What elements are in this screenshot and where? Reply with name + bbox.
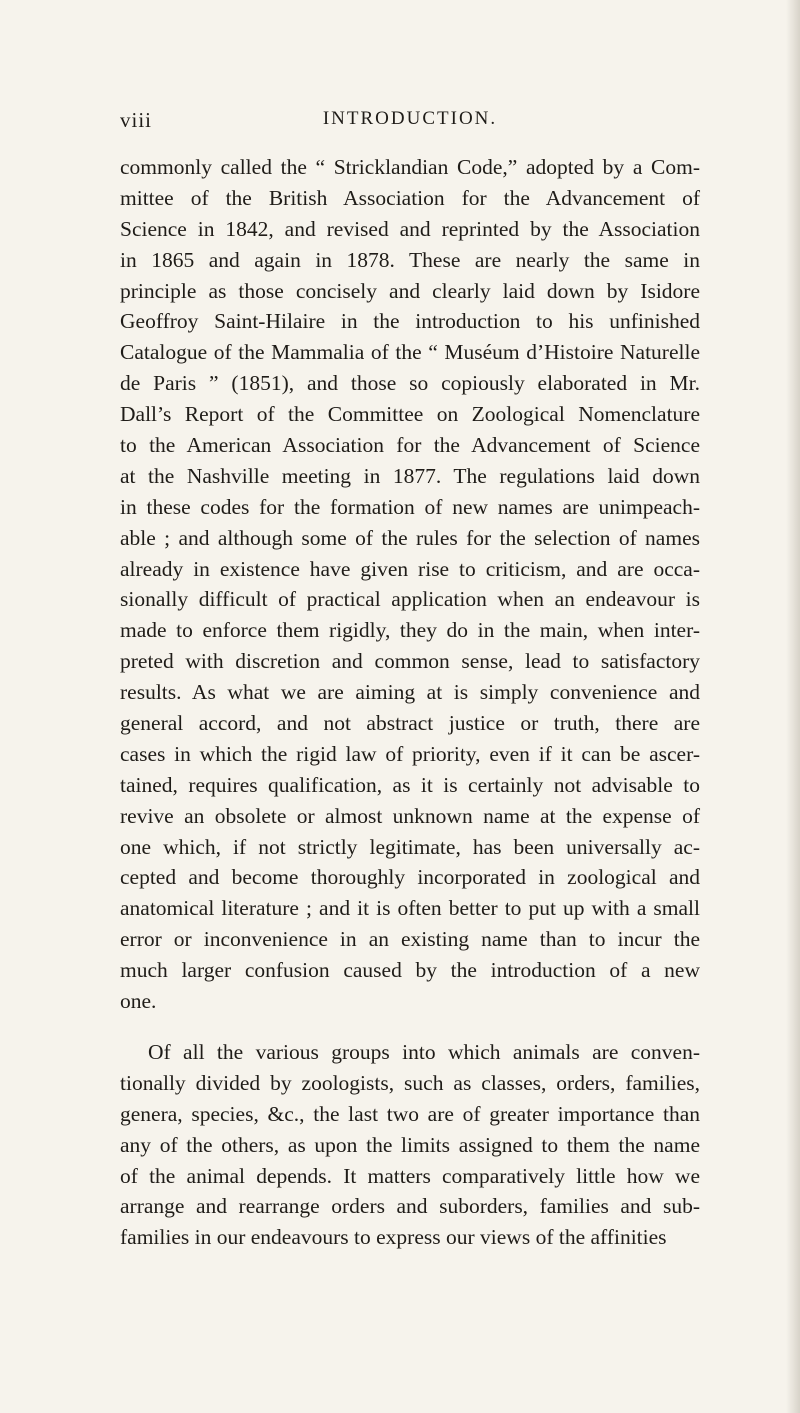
- text-line: revive an obsolete or almost unknown name at the expense of: [120, 803, 700, 828]
- text-line: general accord, and not abstract justice or truth, there are: [120, 711, 700, 736]
- text-line: sionally difficult of practical application when an endeavour is: [120, 587, 700, 612]
- text-line: one.: [120, 989, 157, 1014]
- paragraph-1: [120, 152, 700, 1017]
- text-line: any of the others, as upon the limits assigned to them the name: [120, 1132, 700, 1157]
- text-line: able ; and although some of the rules for the selection of names: [120, 525, 700, 550]
- text-line: Geoffroy Saint-Hilaire in the introduction to his unfinished: [120, 309, 700, 334]
- text-line: one which, if not strictly legitimate, has been universally ac-: [120, 834, 700, 859]
- text-line: cepted and become thoroughly incorporated in zoological and: [120, 865, 700, 890]
- text-line: Catalogue of the Mammalia of the “ Muséum d’Histoire Naturelle: [120, 340, 700, 365]
- text-line: tionally divided by zoologists, such as classes, orders, families,: [120, 1070, 700, 1095]
- text-line: error or inconvenience in an existing name than to incur the: [120, 927, 700, 952]
- text-line: to the American Association for the Advancement of Science: [120, 433, 700, 458]
- text-line: of the animal depends. It matters comparatively little how we: [120, 1163, 700, 1188]
- text-line: much larger confusion caused by the introduction of a new: [120, 958, 700, 983]
- running-head-title: INTRODUCTION.: [322, 108, 498, 129]
- paragraph-2: [120, 1037, 700, 1253]
- text-line: at the Nashville meeting in 1877. The regulations laid down: [120, 463, 700, 488]
- text-line: preted with discretion and common sense, lead to satisfactory: [120, 649, 700, 674]
- page-number: viii: [120, 108, 153, 132]
- text-line: tained, requires qualification, as it is certainly not advisable to: [120, 772, 700, 797]
- text-line: Science in 1842, and revised and reprinted by the Association: [120, 216, 700, 241]
- text-line: Of all the various groups into which animals are conven-: [148, 1039, 700, 1064]
- text-line: principle as those concisely and clearly laid down by Isidore: [120, 278, 700, 303]
- text-line: in these codes for the formation of new names are unimpeach-: [120, 494, 700, 519]
- text-line: mittee of the British Association for the Advancement of: [120, 185, 700, 210]
- text-line: genera, species, &c., the last two are of greater importance than: [120, 1101, 700, 1126]
- text-line: families in our endeavours to express our views of the affinities: [120, 1225, 667, 1250]
- text-line: in 1865 and again in 1878. These are nearly the same in: [120, 247, 700, 272]
- text-line: anatomical literature ; and it is often better to put up with a small: [120, 896, 700, 921]
- text-line: made to enforce them rigidly, they do in the main, when inter-: [120, 618, 700, 643]
- text-line: arrange and rearrange orders and suborders, families and sub-: [120, 1194, 700, 1219]
- body-text: [120, 152, 700, 1253]
- text-line: results. As what we are aiming at is simply convenience and: [120, 680, 700, 705]
- text-line: Dall’s Report of the Committee on Zoological Nomenclature: [120, 402, 700, 427]
- text-line: cases in which the rigid law of priority, even if it can be ascer-: [120, 741, 700, 766]
- text-line: de Paris ” (1851), and those so copiously elaborated in Mr.: [120, 371, 700, 396]
- running-head: [120, 108, 700, 138]
- text-line: commonly called the “ Stricklandian Code,” adopted by a Com-: [120, 155, 700, 179]
- page-edge-shadow: [786, 0, 800, 1413]
- paragraph-spacer: [120, 1017, 700, 1037]
- text-line: already in existence have given rise to criticism, and are occa-: [120, 556, 700, 581]
